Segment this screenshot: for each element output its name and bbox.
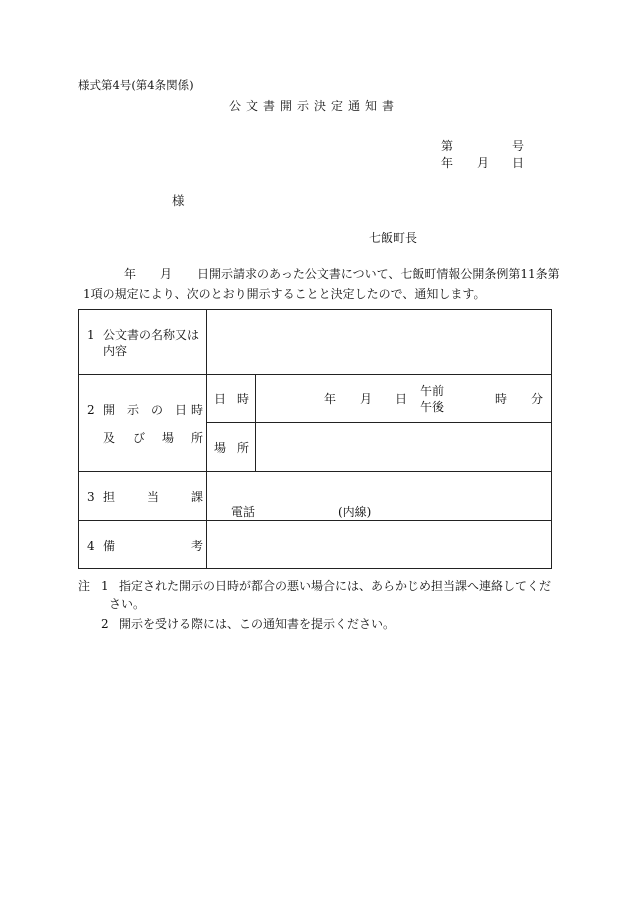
table-border-top — [78, 309, 552, 310]
pm-label: 午後 — [420, 400, 445, 414]
row2-datetime-char-1: 日 — [214, 392, 227, 406]
note-1-number: 1 — [101, 579, 109, 593]
row3-number: 3 — [87, 490, 95, 504]
row2-label-char-4: 日 — [175, 403, 188, 417]
note-2-line1: 開示を受ける際には、この通知書を提示ください。 — [119, 617, 396, 631]
row4-label-char-1: 備 — [103, 539, 116, 553]
number-suffix: 号 — [512, 139, 525, 153]
body-line1: 日開示請求のあった公文書について、七飯町情報公開条例第11条第 — [197, 267, 560, 281]
note-1-line2: さい。 — [109, 597, 146, 611]
addressee-suffix: 様 — [172, 193, 185, 208]
row4-number: 4 — [87, 539, 95, 553]
row2-place-char-2: 所 — [237, 441, 250, 455]
row2-label2-char-1: 及 — [103, 431, 116, 445]
form-number-label: 様式第4号(第4条関係) — [78, 78, 194, 92]
row-separator-1 — [78, 374, 552, 375]
issuer-name: 七飯町長 — [369, 231, 418, 245]
body-month: 月 — [160, 267, 173, 281]
row2-place-char-1: 場 — [214, 441, 227, 455]
row2-label2-char-4: 所 — [191, 431, 204, 445]
note-2-number: 2 — [101, 617, 109, 631]
date-month: 月 — [477, 156, 490, 170]
document-title: 公文書開示決定通知書 — [229, 99, 400, 113]
am-label: 午前 — [420, 384, 445, 398]
row-separator-3 — [78, 520, 552, 521]
date-year: 年 — [441, 156, 454, 170]
table-column-divider — [206, 309, 207, 569]
row3-label-char-1: 担 — [103, 490, 116, 504]
row3-label-char-3: 課 — [191, 490, 204, 504]
row2-number: 2 — [87, 403, 95, 417]
note-1-line1: 指定された開示の日時が都合の悪い場合には、あらかじめ担当課へ連絡してくだ — [119, 579, 552, 593]
dt-year: 年 — [324, 392, 337, 406]
dt-month: 月 — [360, 392, 373, 406]
row2-datetime-char-2: 時 — [237, 392, 250, 406]
phone-label: 電話 — [231, 505, 256, 519]
row-separator-2 — [78, 471, 552, 472]
row3-label-char-2: 当 — [147, 490, 160, 504]
row2-label2-char-3: 場 — [162, 431, 175, 445]
dt-day: 日 — [395, 392, 408, 406]
row2-label-char-1: 開 — [103, 403, 116, 417]
table-border-left — [78, 309, 79, 569]
row1-label-line1: 公文書の名称又は — [103, 328, 200, 342]
minute-label: 分 — [531, 392, 544, 406]
notes-prefix: 注 — [78, 579, 91, 593]
body-line2: 1項の規定により、次のとおり開示することと決定したので、通知します。 — [83, 287, 486, 301]
row4-label-char-2: 考 — [191, 539, 204, 553]
row1-label-line2: 内容 — [103, 344, 128, 358]
body-year: 年 — [124, 267, 137, 281]
row2-label2-char-2: び — [133, 431, 146, 445]
extension-label: (内線) — [338, 505, 372, 519]
number-prefix: 第 — [441, 139, 454, 153]
table-border-bottom — [78, 568, 552, 569]
decision-table — [78, 309, 552, 569]
row2-label-char-3: の — [151, 403, 164, 417]
date-day: 日 — [512, 156, 525, 170]
row2-label-char-5: 時 — [191, 403, 204, 417]
row2-inner-separator — [206, 422, 552, 423]
row2-label-char-2: 示 — [127, 403, 140, 417]
hour-label: 時 — [495, 392, 508, 406]
row1-number: 1 — [87, 328, 95, 342]
table-border-right — [551, 309, 552, 569]
